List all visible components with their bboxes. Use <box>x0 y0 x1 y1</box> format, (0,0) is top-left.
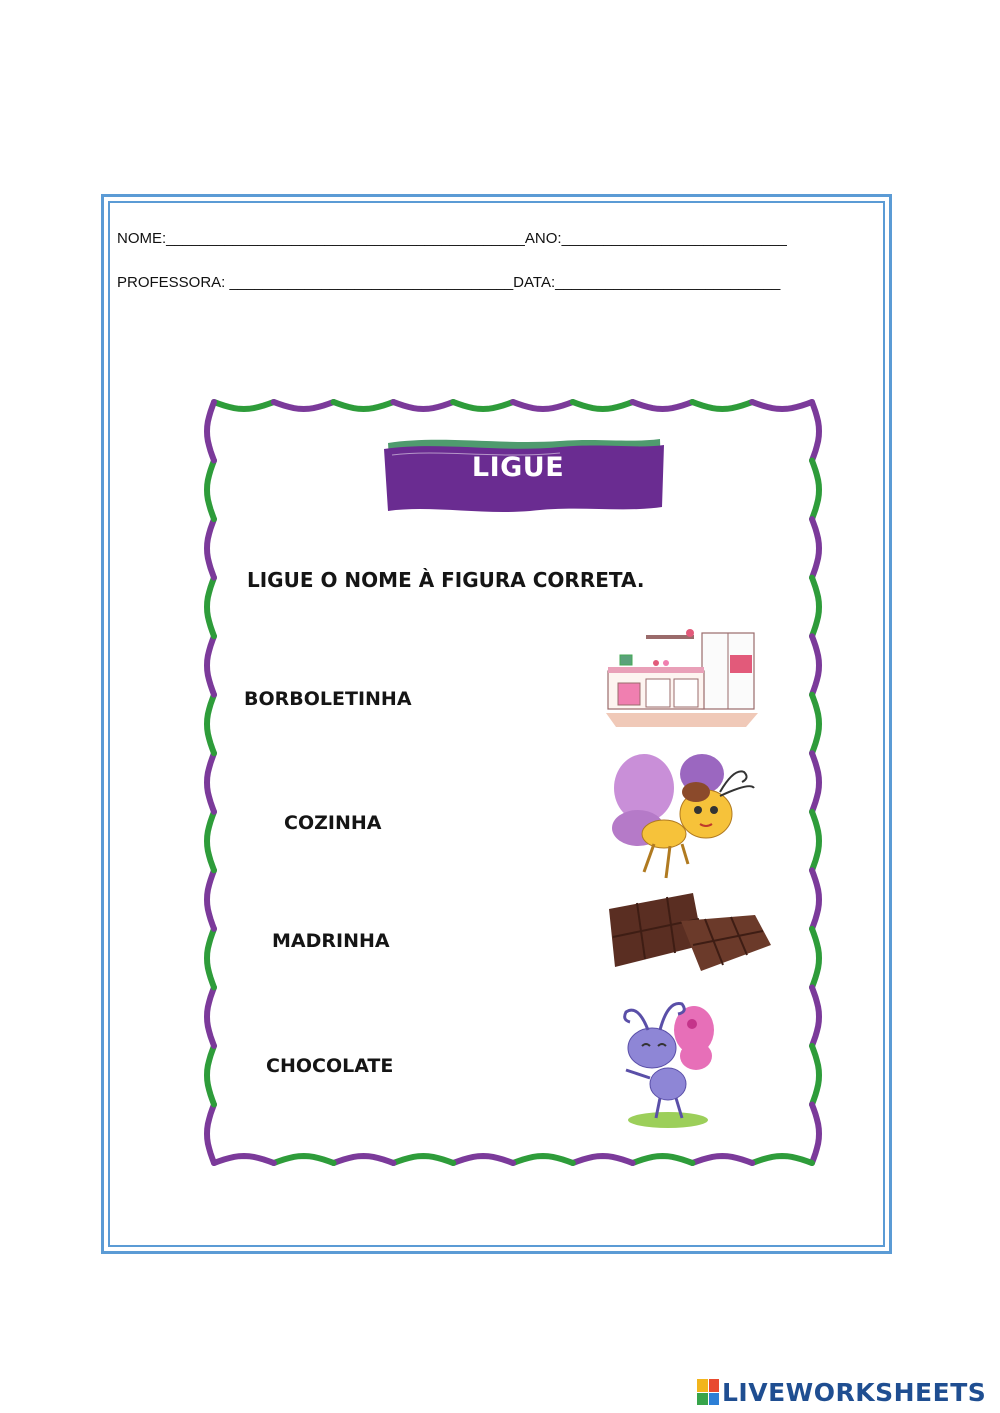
ribbon-segment <box>812 636 819 695</box>
ribbon-segment <box>633 402 693 409</box>
ribbon-segment <box>812 929 819 988</box>
ribbon-segment <box>207 1046 214 1105</box>
ribbon-segment <box>812 402 819 461</box>
name-blank[interactable]: ___________________________________________ <box>166 230 525 247</box>
word-chocolate[interactable]: CHOCOLATE <box>266 1055 394 1077</box>
teacher-blank[interactable]: __________________________________ <box>229 274 514 291</box>
ribbon-segment <box>207 636 214 695</box>
ribbon-segment <box>207 929 214 988</box>
ribbon-segment <box>207 753 214 812</box>
ribbon-segment <box>207 987 214 1046</box>
ribbon-segment <box>812 578 819 637</box>
ribbon-segment <box>812 1105 819 1164</box>
ribbon-segment <box>692 402 752 409</box>
ribbon-segment <box>573 1156 633 1163</box>
word-borboletinha[interactable]: BORBOLETINHA <box>244 688 412 710</box>
ribbon-segment <box>334 402 394 409</box>
ribbon-segment <box>513 402 573 409</box>
banner-title: LIGUE <box>471 452 565 483</box>
ribbon-segment <box>812 1046 819 1105</box>
butterfly-ant-picture[interactable] <box>612 994 722 1130</box>
ribbon-segment <box>207 870 214 929</box>
date-blank[interactable]: ___________________________ <box>555 274 781 291</box>
ribbon-segment <box>812 753 819 812</box>
ribbon-segment <box>812 870 819 929</box>
ribbon-segment <box>274 1156 334 1163</box>
ribbon-segment <box>633 1156 693 1163</box>
ribbon-segment <box>812 812 819 871</box>
ribbon-segment <box>207 578 214 637</box>
ribbon-segment <box>513 1156 573 1163</box>
year-label: ANO: <box>524 230 562 247</box>
ribbon-segment <box>207 519 214 578</box>
ribbon-segment <box>207 695 214 754</box>
ribbon-segment <box>334 1156 394 1163</box>
ribbon-segment <box>214 402 274 409</box>
ribbon-segment <box>207 402 214 461</box>
ribbon-segment <box>573 402 633 409</box>
ribbon-segment <box>692 1156 752 1163</box>
name-label: NOME: <box>117 230 167 247</box>
word-madrinha[interactable]: MADRINHA <box>272 930 390 952</box>
date-label: DATA: <box>513 274 556 291</box>
ribbon-segment <box>812 519 819 578</box>
teacher-label: PROFESSORA: <box>117 274 226 291</box>
ribbon-segment <box>207 461 214 520</box>
ribbon-segment <box>214 1156 274 1163</box>
liveworksheets-logo-icon <box>697 1379 719 1405</box>
ribbon-segment <box>812 461 819 520</box>
ribbon-segment <box>393 402 453 409</box>
ribbon-segment <box>207 1105 214 1164</box>
chocolate-picture[interactable] <box>605 887 775 977</box>
ribbon-segment <box>453 402 513 409</box>
liveworksheets-brand <box>697 1377 986 1407</box>
ribbon-segment <box>274 402 334 409</box>
butterfly-girl-picture[interactable] <box>604 748 760 882</box>
ribbon-segment <box>812 695 819 754</box>
ribbon-segment <box>752 402 812 409</box>
ribbon-segment <box>812 987 819 1046</box>
ribbon-segment <box>393 1156 453 1163</box>
ribbon-segment <box>752 1156 812 1163</box>
brand-name: LIVEWORKSHEETS <box>722 1377 987 1407</box>
ribbon-segment <box>453 1156 513 1163</box>
instruction-text: LIGUE O NOME À FIGURA CORRETA. <box>247 568 645 592</box>
word-cozinha[interactable]: COZINHA <box>284 812 382 834</box>
kitchen-picture[interactable] <box>606 627 758 729</box>
ribbon-segment <box>207 812 214 871</box>
year-blank[interactable]: ___________________________ <box>561 230 787 247</box>
